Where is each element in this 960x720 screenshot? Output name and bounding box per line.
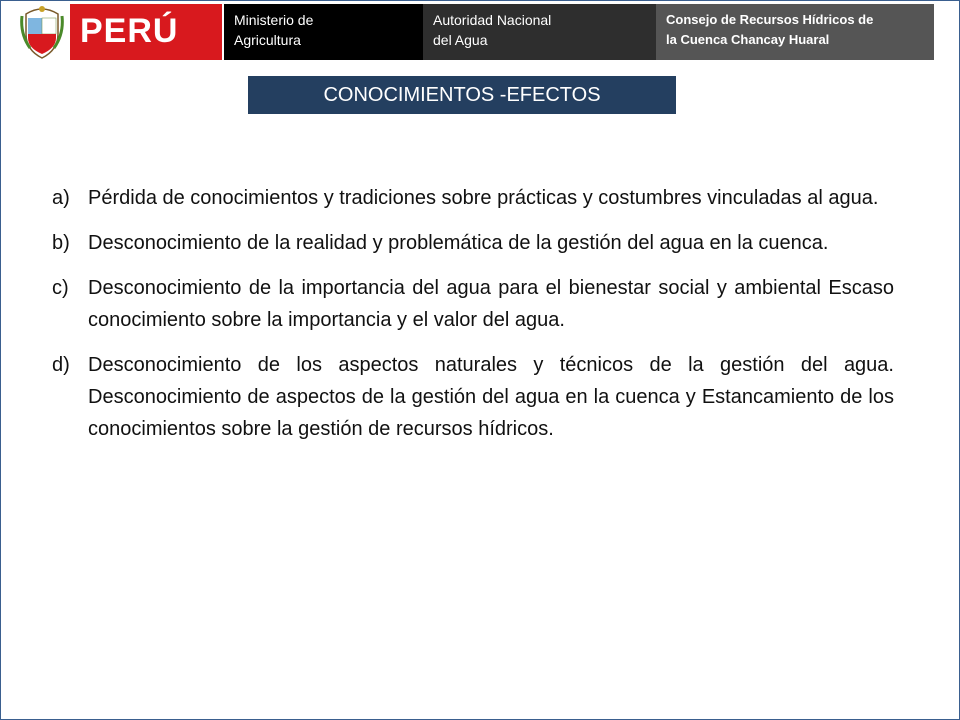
list-item — [52, 227, 894, 259]
list-item-text: Desconocimiento de la realidad y problemática de la gestión del agua en la cuenca. — [88, 232, 829, 254]
list-item-text: Desconocimiento de los aspectos naturales y técnicos de la gestión del agua. Desconocimiento de aspectos de la gestión del agua en la cuenca y Estancamiento de los conocimientos sobre la gestión de recursos hídricos. — [88, 354, 894, 440]
list-item-label: a) — [52, 187, 70, 209]
title-bar — [248, 76, 676, 114]
page-title: CONOCIMIENTOS -EFECTOS — [323, 84, 601, 106]
header-banner — [0, 0, 960, 62]
list-item-label: c) — [52, 277, 69, 299]
coat-of-arms-icon — [20, 4, 64, 60]
council-label — [656, 4, 934, 60]
council-line-1: Consejo de Recursos Hídricos de — [666, 12, 874, 27]
effects-list — [52, 182, 894, 458]
list-item-label: b) — [52, 232, 70, 254]
list-item-text: Desconocimiento de la importancia del agua para el bienestar social y ambiental Escaso conocimiento sobre la importancia y el valor del agua. — [88, 277, 894, 331]
authority-line-1: Autoridad Nacional — [433, 12, 552, 28]
peru-logo-text: PERÚ — [80, 12, 179, 50]
ministry-label — [224, 4, 423, 60]
council-line-2: la Cuenca Chancay Huaral — [666, 32, 830, 47]
peru-logo-box — [70, 4, 222, 60]
list-item-text: Pérdida de conocimientos y tradiciones sobre prácticas y costumbres vinculadas al agua. — [88, 187, 879, 209]
list-item — [52, 182, 894, 214]
list-item — [52, 272, 894, 336]
authority-line-2: del Agua — [433, 32, 488, 48]
ministry-line-1: Ministerio de — [234, 12, 314, 28]
authority-label — [423, 4, 656, 60]
list-item-label: d) — [52, 354, 70, 376]
ministry-line-2: Agricultura — [234, 32, 301, 48]
list-item — [52, 349, 894, 445]
